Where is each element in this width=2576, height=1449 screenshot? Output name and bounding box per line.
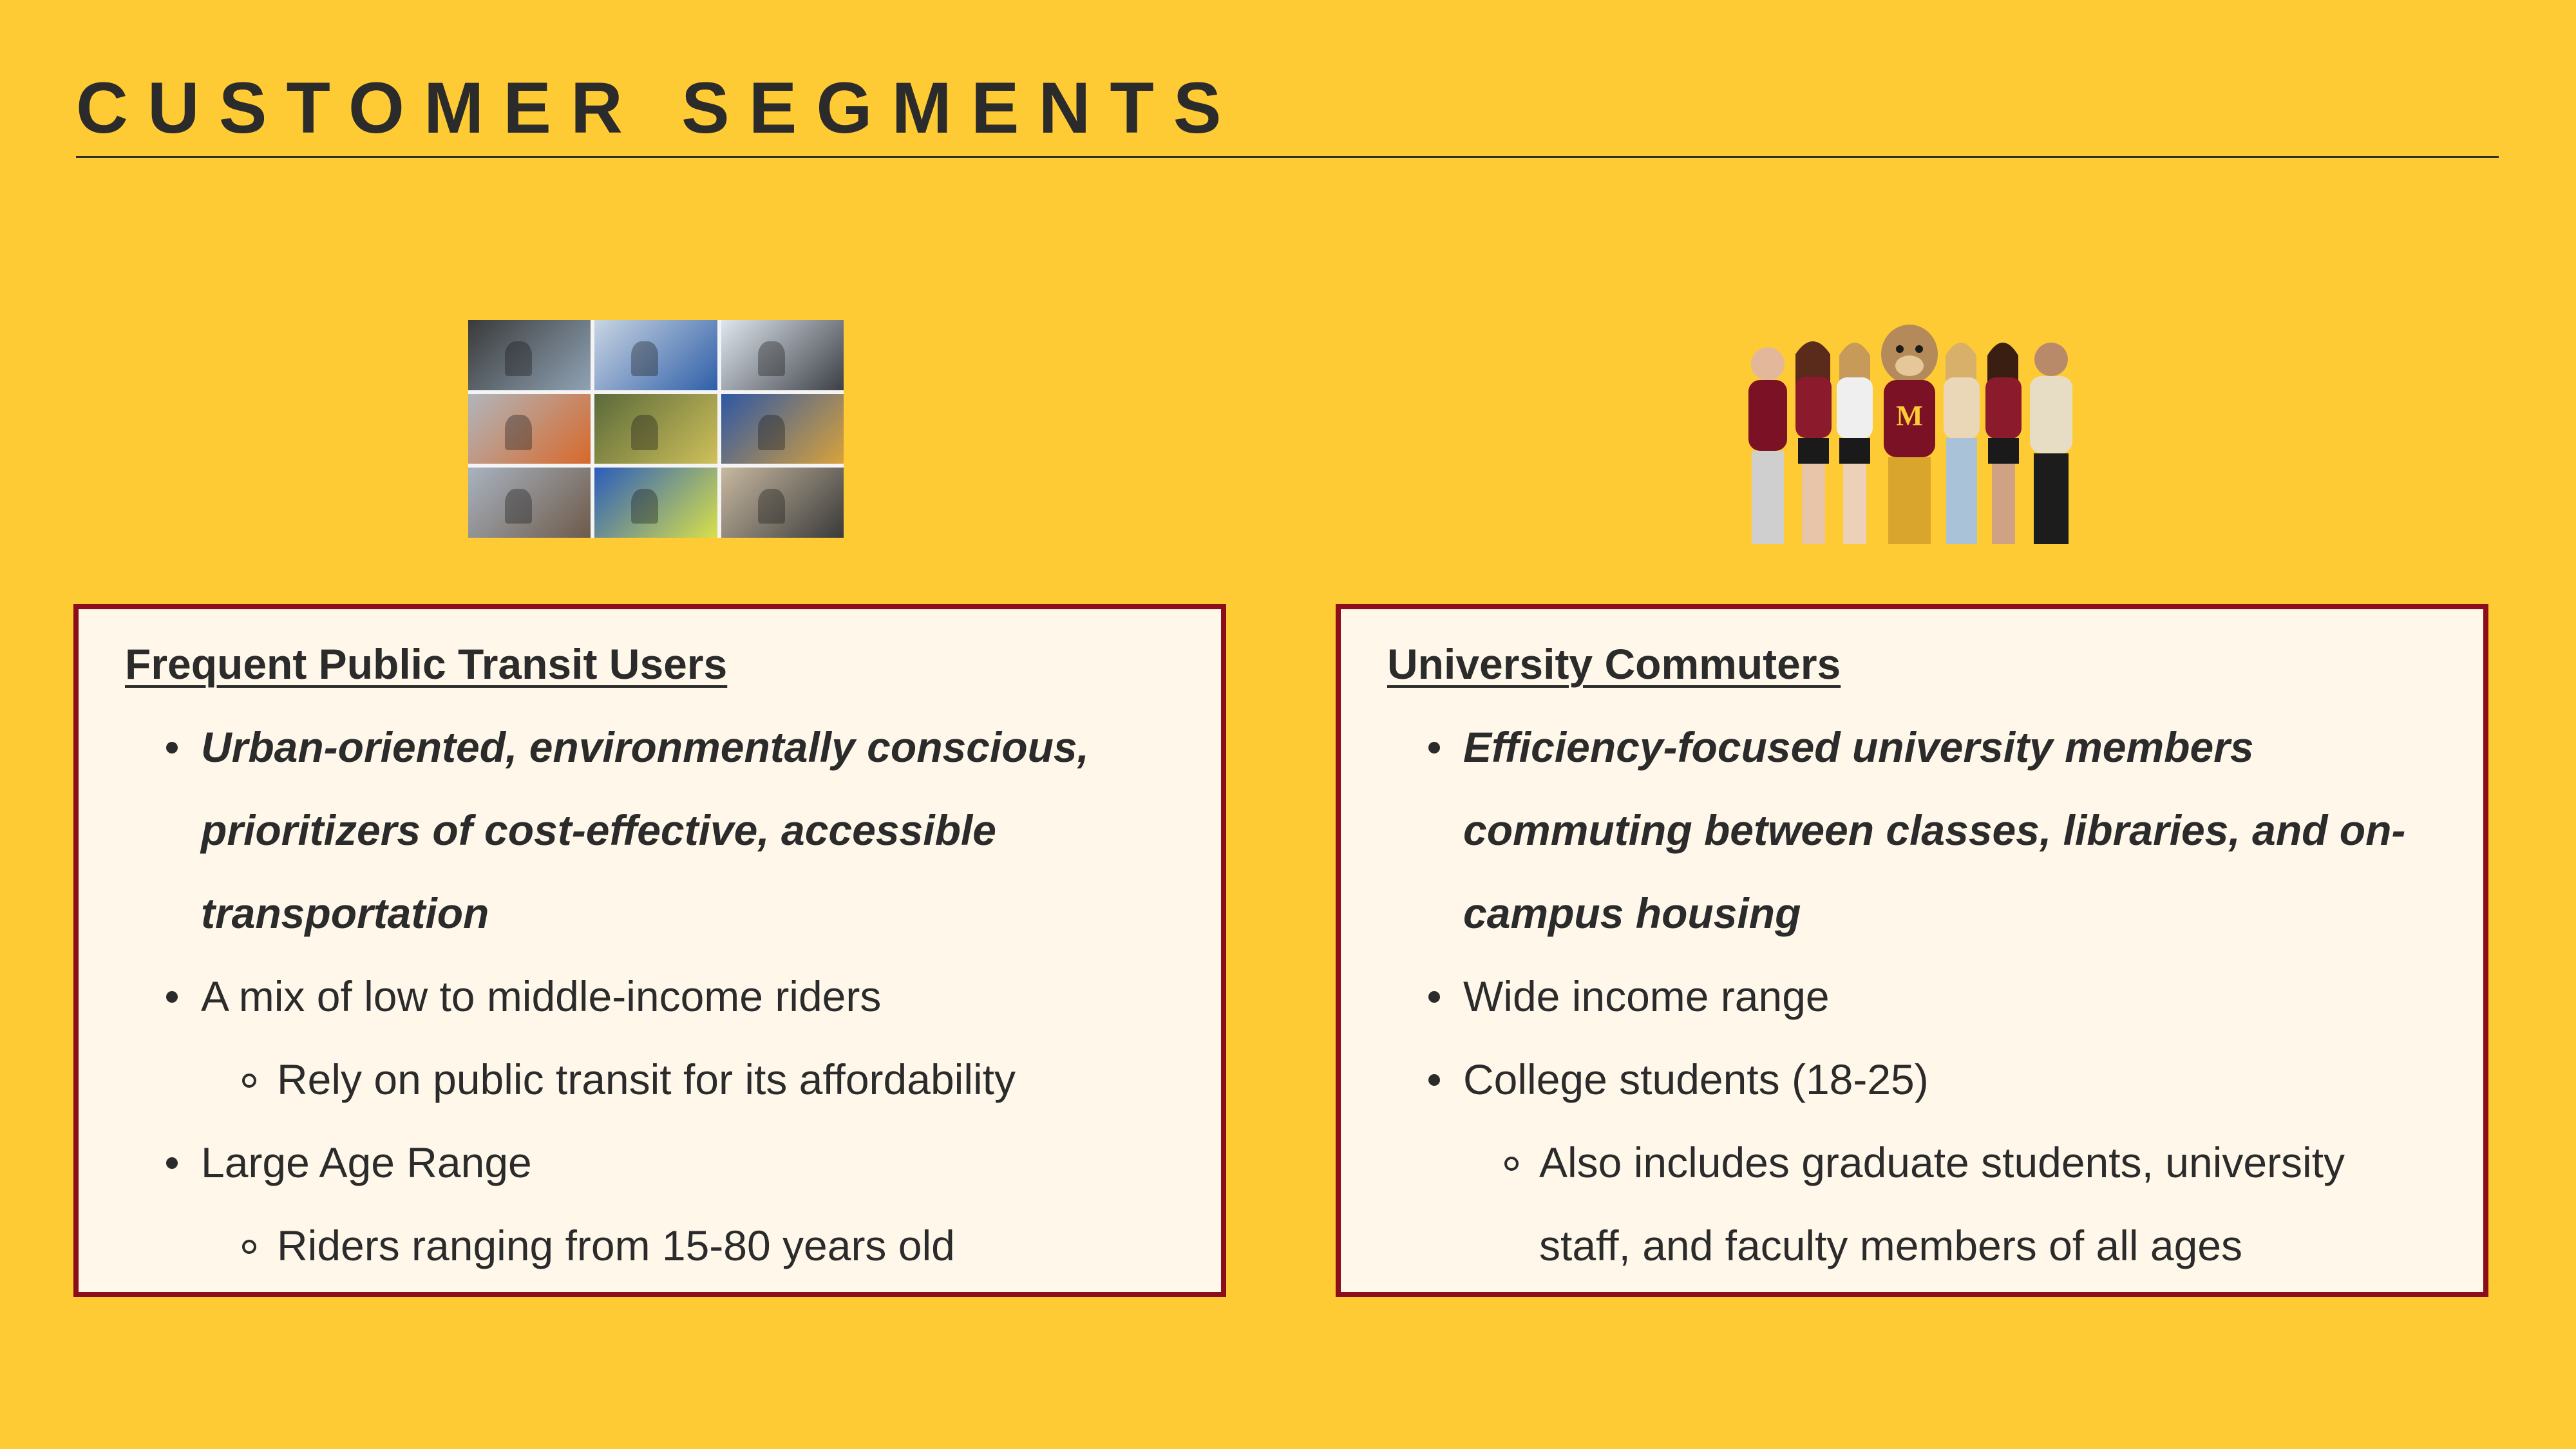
segment-details-list xyxy=(1387,706,2458,1287)
collage-photo xyxy=(468,468,591,538)
sub-list-item: Riders ranging from 15-80 years old xyxy=(125,1204,1195,1287)
person-figure xyxy=(1795,341,1832,544)
list-item: Urban-oriented, environmentally conscious, xyxy=(125,706,1195,789)
mascot-figure xyxy=(1881,325,1938,544)
list-item-continuation: campus housing xyxy=(1463,889,1801,937)
collage-photo xyxy=(594,394,717,464)
list-item: Efficiency-focused university members xyxy=(1387,706,2458,789)
title-divider xyxy=(76,156,2499,158)
segment-heading: Frequent Public Transit Users xyxy=(125,640,728,688)
sub-list-item: Rely on public transit for its affordability xyxy=(125,1038,1195,1121)
person-figure xyxy=(1985,343,2022,544)
list-item: A mix of low to middle-income riders xyxy=(125,955,1195,1038)
collage-photo xyxy=(721,394,844,464)
svg-text:M: M xyxy=(1896,400,1923,431)
list-item-continuation: transportation xyxy=(201,889,489,937)
collage-photo xyxy=(468,394,591,464)
person-figure xyxy=(1837,343,1873,544)
slide-title: CUSTOMER SEGMENTS xyxy=(76,68,1241,148)
transit-users-card xyxy=(73,604,1226,1297)
segment-heading: University Commuters xyxy=(1387,640,1841,688)
collage-photo xyxy=(594,468,717,538)
collage-photo xyxy=(721,468,844,538)
sub-list-item: Also includes graduate students, university xyxy=(1387,1121,2458,1204)
transit-photo-collage xyxy=(468,320,844,538)
list-item-continuation: prioritizers of cost-effective, accessible xyxy=(201,806,996,854)
person-figure xyxy=(2030,343,2072,544)
person-figure xyxy=(1748,347,1787,544)
list-item: Wide income range xyxy=(1387,955,2458,1038)
collage-photo xyxy=(594,320,717,390)
sub-list-item-continuation: staff, and faculty members of all ages xyxy=(1539,1222,2242,1269)
person-figure xyxy=(1944,343,1980,544)
list-item: College students (18-25) xyxy=(1387,1038,2458,1121)
collage-photo xyxy=(721,320,844,390)
list-item-continuation: commuting between classes, libraries, and on- xyxy=(1463,806,2406,854)
list-item: Large Age Range xyxy=(125,1121,1195,1204)
collage-photo xyxy=(468,320,591,390)
university-commuters-card xyxy=(1336,604,2488,1297)
university-group-photo xyxy=(1726,316,2093,546)
segment-details-list xyxy=(125,706,1195,1287)
